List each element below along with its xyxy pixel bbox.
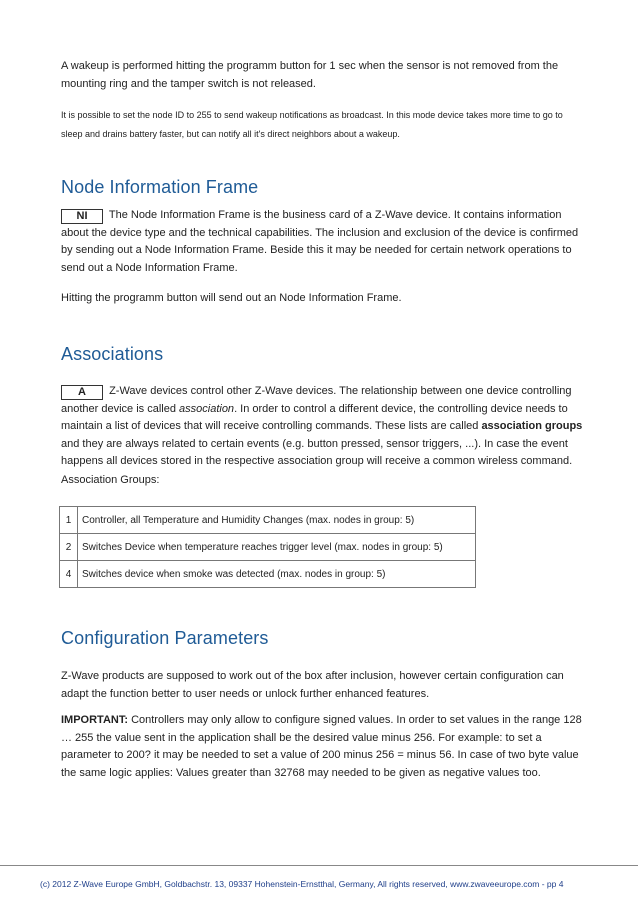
nif-programm-paragraph: Hitting the programm button will send out an Node Information Frame. <box>61 292 402 304</box>
config-important-paragraph <box>61 712 583 782</box>
assoc-term-bold: association groups <box>481 420 583 432</box>
section-heading-associations: Associations <box>61 344 164 364</box>
association-groups-table <box>59 506 476 588</box>
table-row <box>60 534 476 561</box>
wakeup-paragraph: A wakeup is performed hitting the programm button for 1 sec when the sensor is not removed from the mounting ring and the tamper switch is not released. <box>61 60 559 90</box>
assoc-tag-box: A <box>61 385 103 400</box>
table-row <box>60 561 476 588</box>
important-text: Controllers may only allow to configure signed values. In order to set values in the range 128 … 255 the value sent in the application shall be the desired value minus 256. For example: to set a parameter to 200? it may be needed to set a value of 200 minus 256 = minus 56. In case of two byte value the same logic applies: Values greater than 32768 may needed to be given as negative values too. <box>61 714 582 779</box>
footer-divider <box>0 865 638 866</box>
assoc-text-mid: . In order to control a different device, the controlling device needs to maintain a list of devices that will receive controlling commands. These lists are called <box>61 402 568 432</box>
section-heading-node-information-frame: Node Information Frame <box>61 177 259 197</box>
config-intro-paragraph: Z-Wave products are supposed to work out of the box after inclusion, however certain configuration can adapt the function better to user needs or unlock further enhanced features. <box>61 670 564 700</box>
group-description: Controller, all Temperature and Humidity Changes (max. nodes in group: 5) <box>78 507 476 534</box>
assoc-paragraph <box>61 383 583 471</box>
table-row <box>60 507 476 534</box>
assoc-text-start: Z-Wave devices control other Z-Wave devices. The relationship between one device controlling another device is called <box>61 385 572 415</box>
group-number: 2 <box>60 534 78 561</box>
assoc-text-end: and they are always related to certain events (e.g. button pressed, sensor triggers, ...). In case the event happens all devices stored in the respective association group will receive a common wireless command. <box>61 437 573 467</box>
group-number: 1 <box>60 507 78 534</box>
wakeup-broadcast-paragraph: It is possible to set the node ID to 255 to send wakeup notifications as broadcast. In this mode device takes more time to go to sleep and drains battery faster, but can notify all it's direct neighbors about a wakeup. <box>61 110 563 139</box>
group-description: Switches Device when temperature reaches trigger level (max. nodes in group: 5) <box>78 534 476 561</box>
group-description: Switches device when smoke was detected (max. nodes in group: 5) <box>78 561 476 588</box>
important-label: IMPORTANT: <box>61 714 129 726</box>
group-number: 4 <box>60 561 78 588</box>
association-groups-label: Association Groups: <box>61 474 160 486</box>
assoc-term-italic: association <box>179 402 235 415</box>
page-footer: (c) 2012 Z-Wave Europe GmbH, Goldbachstr. 13, 09337 Hohenstein-Ernstthal, Germany, All rights reserved, www.zwaveeurope.com - pp 4 <box>40 879 564 889</box>
nif-tag-box: NI <box>61 209 103 224</box>
section-heading-configuration-parameters: Configuration Parameters <box>61 628 269 648</box>
nif-paragraph <box>61 207 581 277</box>
nif-paragraph-text: The Node Information Frame is the business card of a Z-Wave device. It contains information about the device type and the technical capabilities. The inclusion and exclusion of the device is confirmed by sending out a Node Information Frame. Beside this it may be needed for certain network operations to send out a Node Information Frame. <box>61 209 579 274</box>
